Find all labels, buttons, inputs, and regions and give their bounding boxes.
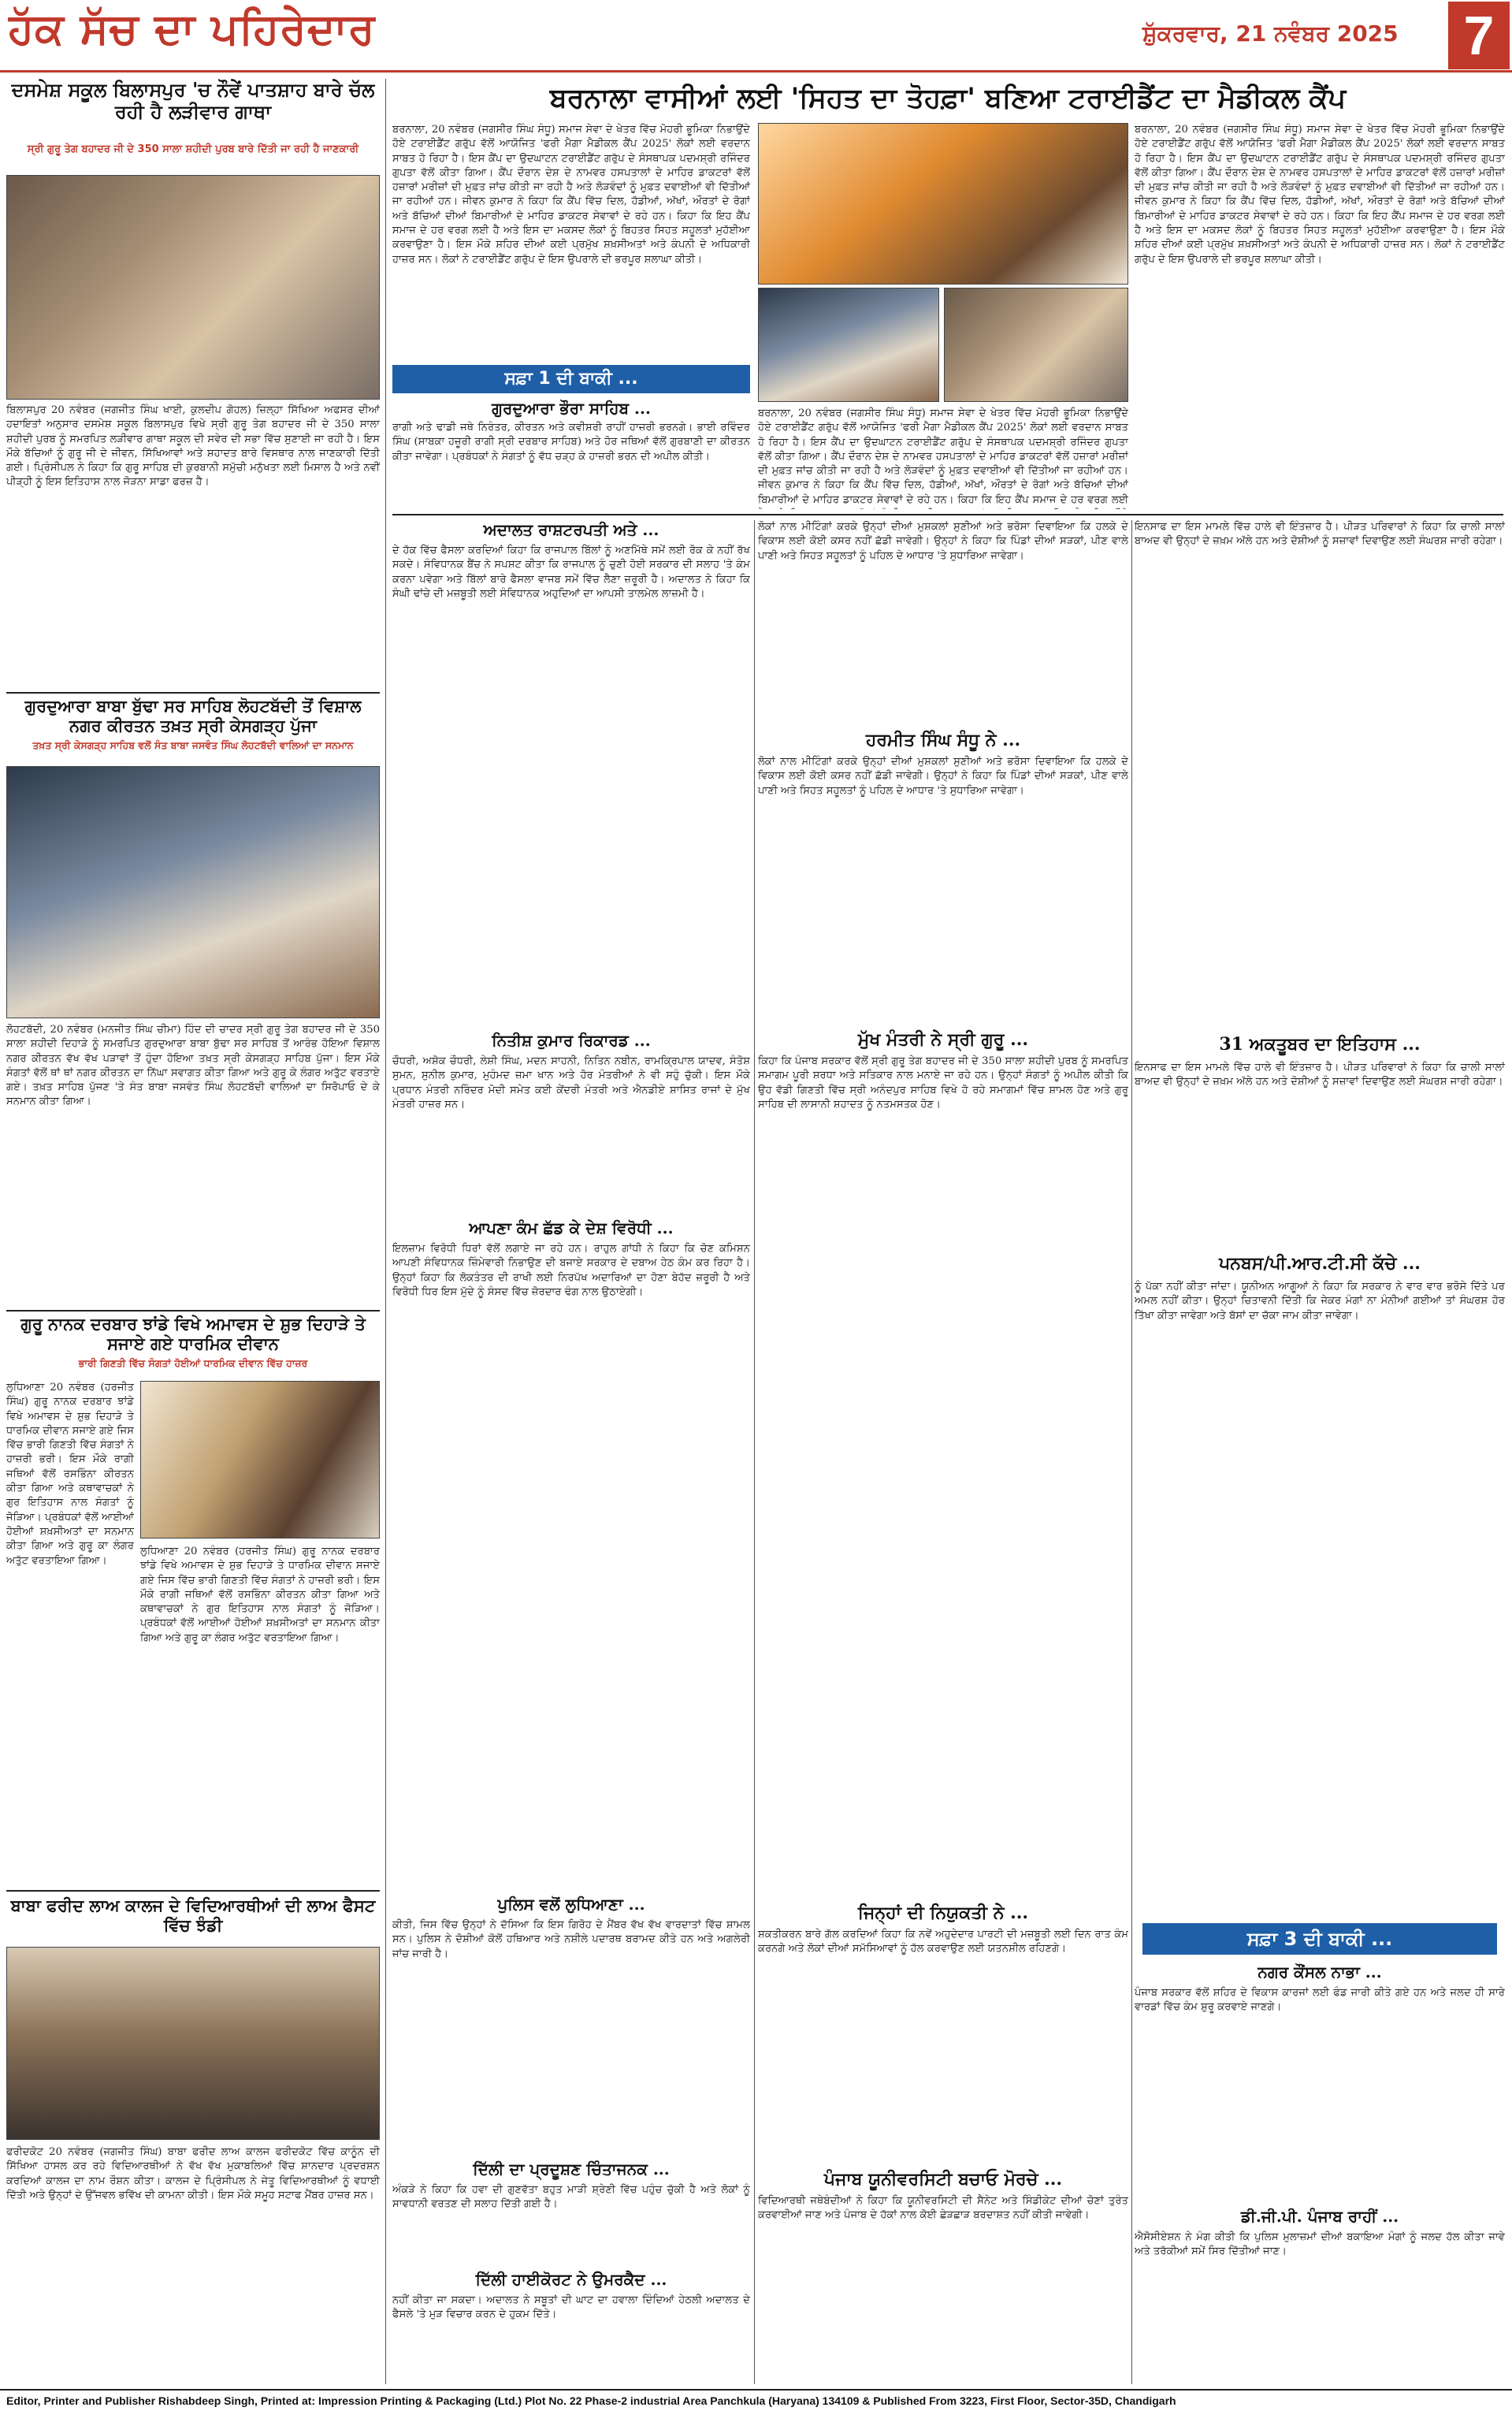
divider	[6, 692, 380, 694]
page1-section-body: ਨਹੀਂ ਕੀਤਾ ਜਾ ਸਕਦਾ। ਅਦਾਲਤ ਨੇ ਸਬੂਤਾਂ ਦੀ ਘਾਟ ਦਾ ਹਵਾਲਾ ਦਿੰਦਿਆਂ ਹੇਠਲੀ ਅਦਾਲਤ ਦੇ ਫੈਸਲੇ 'ਤੇ ਮੁੜ ਵਿਚਾਰ ਕਰਨ ਦੇ ਹੁਕਮ ਦਿੱਤੇ।	[392, 2294, 750, 2321]
nagar-kirtan-photo	[6, 766, 380, 1018]
school-assembly-photo	[6, 175, 380, 400]
page3-section-title: ਡੀ.ਜੀ.ਪੀ. ਪੰਜਾਬ ਰਾਹੀਂ ...	[1240, 2207, 1399, 2226]
middle-section-body: ਲੋਕਾਂ ਨਾਲ ਮੀਟਿੰਗਾਂ ਕਰਕੇ ਉਨ੍ਹਾਂ ਦੀਆਂ ਮੁਸ਼ਕਲਾਂ ਸੁਣੀਆਂ ਅਤੇ ਭਰੋਸਾ ਦਿਵਾਇਆ ਕਿ ਹਲਕੇ ਦੇ ਵਿਕਾਸ ਲਈ ਕੋਈ ਕਸਰ ਨਹੀਂ ਛੱਡੀ ਜਾਵੇਗੀ। ਉਨ੍ਹਾਂ ਨੇ ਕਿਹਾ ਕਿ ਪਿੰਡਾਂ ਦੀਆਂ ਸੜਕਾਂ, ਪੀਣ ਵਾਲੇ ਪਾਣੀ ਅਤੇ ਸਿਹਤ ਸਹੂਲਤਾਂ ਨੂੰ ਪਹਿਲ ਦੇ ਆਧਾਰ 'ਤੇ ਸੁਧਾਰਿਆ ਜਾਵੇਗਾ।	[758, 756, 1128, 797]
middle-section-body: ਕਿਹਾ ਕਿ ਪੰਜਾਬ ਸਰਕਾਰ ਵੱਲੋਂ ਸ੍ਰੀ ਗੁਰੂ ਤੇਗ ਬਹਾਦਰ ਜੀ ਦੇ 350 ਸਾਲਾ ਸ਼ਹੀਦੀ ਪੁਰਬ ਨੂੰ ਸਮਰਪਿਤ ਸਮਾਗਮ ਪੂਰੀ ਸ਼ਰਧਾ ਅਤੇ ਸਤਿਕਾਰ ਨਾਲ ਮਨਾਏ ਜਾ ਰਹੇ ਹਨ। ਉਨ੍ਹਾਂ ਸੰਗਤਾਂ ਨੂੰ ਅਪੀਲ ਕੀਤੀ ਕਿ ਉਹ ਵੱਡੀ ਗਿਣਤੀ ਵਿੱਚ ਸ੍ਰੀ ਅਨੰਦਪੁਰ ਸਾਹਿਬ ਵਿਖੇ ਹੋ ਰਹੇ ਸਮਾਗਮਾਂ ਵਿੱਚ ਸ਼ਾਮਲ ਹੋਣ ਅਤੇ ਗੁਰੂ ਸਾਹਿਬ ਦੀ ਲਾਸਾਨੀ ਸ਼ਹਾਦਤ ਨੂੰ ਨਤਮਸਤਕ ਹੋਣ।	[758, 1055, 1128, 1111]
middle-section-title: ਪੰਜਾਬ ਯੂਨੀਵਰਸਿਟੀ ਬਚਾਓ ਮੋਰਚੇ ...	[823, 2169, 1063, 2190]
page3-continued-banner: ਸਫ਼ਾ 3 ਦੀ ਬਾਕੀ ...	[1142, 1923, 1497, 1955]
page1-section-title: ਅਦਾਲਤ ਰਾਸ਼ਟਰਪਤੀ ਅਤੇ ...	[483, 520, 659, 539]
left-story-1-subhead: ਸ੍ਰੀ ਗੁਰੂ ਤੇਗ ਬਹਾਦਰ ਜੀ ਦੇ 350 ਸਾਲਾ ਸ਼ਹੀਦੀ ਪੁਰਬ ਬਾਰੇ ਦਿੱਤੀ ਜਾ ਰਹੀ ਹੈ ਜਾਣਕਾਰੀ	[27, 143, 359, 155]
left-story-2-subhead: ਤਖ਼ਤ ਸ੍ਰੀ ਕੇਸਗੜ੍ਹ ਸਾਹਿਬ ਵਲੋਂ ਸੰਤ ਬਾਬਾ ਜਸਵੰਤ ਸਿੰਘ ਲੋਹਟਬੱਦੀ ਵਾਲਿਆਂ ਦਾ ਸਨਮਾਨ	[32, 739, 354, 751]
page-number: 7	[1448, 2, 1510, 69]
page1-section-title: ਨਿਤੀਸ਼ ਕੁਮਾਰ ਰਿਕਾਰਡ ...	[492, 1031, 651, 1050]
medical-camp-photo-3	[944, 288, 1128, 402]
lead-headline: ਬਰਨਾਲਾ ਵਾਸੀਆਂ ਲਈ 'ਸਿਹਤ ਦਾ ਤੋਹਫ਼ਾ' ਬਣਿਆ ਟਰਾਈਡੈਂਟ ਦਾ ਮੈਡੀਕਲ ਕੈਂਪ	[549, 82, 1347, 114]
page3-section-body: ਐਸੋਸੀਏਸ਼ਨ ਨੇ ਮੰਗ ਕੀਤੀ ਕਿ ਪੁਲਿਸ ਮੁਲਾਜ਼ਮਾਂ ਦੀਆਂ ਬਕਾਇਆ ਮੰਗਾਂ ਨੂੰ ਜਲਦ ਹੱਲ ਕੀਤਾ ਜਾਵੇ ਅਤੇ ਤਰੱਕੀਆਂ ਸਮੇਂ ਸਿਰ ਦਿੱਤੀਆਂ ਜਾਣ।	[1135, 2231, 1505, 2258]
middle-section-title: ਹਰਮੀਤ ਸਿੰਘ ਸੰਧੂ ਨੇ ...	[865, 730, 1021, 750]
divider	[6, 1310, 380, 1312]
left-story-1-body: ਬਿਲਾਸਪੁਰ 20 ਨਵੰਬਰ (ਜਗਜੀਤ ਸਿੰਘ ਖਾਈ, ਕੁਲਦੀਪ ਗੋਹਲ) ਜ਼ਿਲ੍ਹਾ ਸਿੱਖਿਆ ਅਫਸਰ ਦੀਆਂ ਹਦਾਇਤਾਂ ਅਨੁਸਾਰ ਦਸਮੇਸ਼ ਸਕੂਲ ਬਿਲਾਸਪੁਰ ਵਿਖੇ ਸ੍ਰੀ ਗੁਰੂ ਤੇਗ ਬਹਾਦਰ ਜੀ ਦੇ 350 ਸਾਲਾ ਸ਼ਹੀਦੀ ਪੁਰਬ ਨੂੰ ਸਮਰਪਿਤ ਲੜੀਵਾਰ ਗਾਥਾ ਸਕੂਲ ਦੀ ਸਵੇਰ ਦੀ ਸਭਾ ਵਿੱਚ ਸੁਣਾਈ ਜਾ ਰਹੀ ਹੈ। ਇਸ ਮੌਕੇ ਬੱਚਿਆਂ ਨੂੰ ਗੁਰੂ ਜੀ ਦੇ ਜੀਵਨ, ਸਿੱਖਿਆਵਾਂ ਅਤੇ ਸ਼ਹਾਦਤ ਬਾਰੇ ਵਿਸਥਾਰ ਨਾਲ ਜਾਣਕਾਰੀ ਦਿੱਤੀ ਗਈ। ਪ੍ਰਿੰਸੀਪਲ ਨੇ ਕਿਹਾ ਕਿ ਗੁਰੂ ਸਾਹਿਬ ਦੀ ਕੁਰਬਾਨੀ ਸਮੁੱਚੀ ਮਨੁੱਖਤਾ ਲਈ ਮਿਸਾਲ ਹੈ ਅਤੇ ਨਵੀਂ ਪੀੜ੍ਹੀ ਨੂੰ ਇਸ ਇਤਿਹਾਸ ਨਾਲ ਜੋੜਨਾ ਸਾਡਾ ਫਰਜ਼ ਹੈ।	[6, 404, 380, 489]
masthead	[0, 0, 1512, 73]
page1-section-body: ਅੰਕੜੇ ਨੇ ਕਿਹਾ ਕਿ ਹਵਾ ਦੀ ਗੁਣਵੱਤਾ ਬਹੁਤ ਮਾੜੀ ਸ਼੍ਰੇਣੀ ਵਿੱਚ ਪਹੁੰਚ ਚੁੱਕੀ ਹੈ ਅਤੇ ਲੋਕਾਂ ਨੂੰ ਸਾਵਧਾਨੀ ਵਰਤਣ ਦੀ ਸਲਾਹ ਦਿੱਤੀ ਗਈ ਹੈ।	[392, 2184, 750, 2211]
lead-body-col3: ਬਰਨਾਲਾ, 20 ਨਵੰਬਰ (ਜਗਸੀਰ ਸਿੰਘ ਸੰਧੂ) ਸਮਾਜ ਸੇਵਾ ਦੇ ਖੇਤਰ ਵਿੱਚ ਮੋਹਰੀ ਭੂਮਿਕਾ ਨਿਭਾਉਂਦੇ ਹੋਏ ਟਰਾਈਡੈਂਟ ਗਰੁੱਪ ਵੱਲੋਂ ਆਯੋਜਿਤ 'ਫਰੀ ਮੈਗਾ ਮੈਡੀਕਲ ਕੈਂਪ 2025' ਲੋਕਾਂ ਲਈ ਵਰਦਾਨ ਸਾਬਤ ਹੋ ਰਿਹਾ ਹੈ। ਇਸ ਕੈਂਪ ਦਾ ਉਦਘਾਟਨ ਟਰਾਈਡੈਂਟ ਗਰੁੱਪ ਦੇ ਸੰਸਥਾਪਕ ਪਦਮਸ਼੍ਰੀ ਰਜਿੰਦਰ ਗੁਪਤਾ ਵੱਲੋਂ ਕੀਤਾ ਗਿਆ। ਕੈਂਪ ਦੌਰਾਨ ਦੇਸ਼ ਦੇ ਨਾਮਵਰ ਹਸਪਤਾਲਾਂ ਦੇ ਮਾਹਿਰ ਡਾਕਟਰਾਂ ਵੱਲੋਂ ਹਜ਼ਾਰਾਂ ਮਰੀਜ਼ਾਂ ਦੀ ਮੁਫ਼ਤ ਜਾਂਚ ਕੀਤੀ ਜਾ ਰਹੀ ਹੈ ਅਤੇ ਲੋੜਵੰਦਾਂ ਨੂੰ ਮੁਫ਼ਤ ਦਵਾਈਆਂ ਵੀ ਦਿੱਤੀਆਂ ਜਾ ਰਹੀਆਂ ਹਨ। ਜੀਵਨ ਕੁਮਾਰ ਨੇ ਕਿਹਾ ਕਿ ਕੈਂਪ ਵਿੱਚ ਦਿਲ, ਹੱਡੀਆਂ, ਅੱਖਾਂ, ਔਰਤਾਂ ਦੇ ਰੋਗਾਂ ਅਤੇ ਬੱਚਿਆਂ ਦੀਆਂ ਬਿਮਾਰੀਆਂ ਦੇ ਮਾਹਿਰ ਡਾਕਟਰ ਸੇਵਾਵਾਂ ਦੇ ਰਹੇ ਹਨ। ਕਿਹਾ ਕਿ ਇਹ ਕੈਂਪ ਸਮਾਜ ਦੇ ਹਰ ਵਰਗ ਲਈ ਹੈ ਅਤੇ ਇਸ ਦਾ ਮਕਸਦ ਲੋਕਾਂ ਨੂੰ ਬਿਹਤਰ ਸਿਹਤ ਸਹੂਲਤਾਂ ਮੁਹੱਈਆ ਕਰਵਾਉਣਾ ਹੈ। ਇਸ ਮੌਕੇ ਸ਼ਹਿਰ ਦੀਆਂ ਕਈ ਪ੍ਰਮੁੱਖ ਸ਼ਖ਼ਸੀਅਤਾਂ ਅਤੇ ਕੰਪਨੀ ਦੇ ਅਧਿਕਾਰੀ ਹਾਜ਼ਰ ਸਨ। ਲੋਕਾਂ ਨੇ ਟਰਾਈਡੈਂਟ ਗਰੁੱਪ ਦੇ ਇਸ ਉਪਰਾਲੇ ਦੀ ਭਰਪੂਰ ਸ਼ਲਾਘਾ ਕੀਤੀ।	[1135, 124, 1505, 266]
lead-body: ਬਰਨਾਲਾ, 20 ਨਵੰਬਰ (ਜਗਸੀਰ ਸਿੰਘ ਸੰਧੂ) ਸਮਾਜ ਸੇਵਾ ਦੇ ਖੇਤਰ ਵਿੱਚ ਮੋਹਰੀ ਭੂਮਿਕਾ ਨਿਭਾਉਂਦੇ ਹੋਏ ਟਰਾਈਡੈਂਟ ਗਰੁੱਪ ਵੱਲੋਂ ਆਯੋਜਿਤ 'ਫਰੀ ਮੈਗਾ ਮੈਡੀਕਲ ਕੈਂਪ 2025' ਲੋਕਾਂ ਲਈ ਵਰਦਾਨ ਸਾਬਤ ਹੋ ਰਿਹਾ ਹੈ। ਇਸ ਕੈਂਪ ਦਾ ਉਦਘਾਟਨ ਟਰਾਈਡੈਂਟ ਗਰੁੱਪ ਦੇ ਸੰਸਥਾਪਕ ਪਦਮਸ਼੍ਰੀ ਰਜਿੰਦਰ ਗੁਪਤਾ ਵੱਲੋਂ ਕੀਤਾ ਗਿਆ। ਕੈਂਪ ਦੌਰਾਨ ਦੇਸ਼ ਦੇ ਨਾਮਵਰ ਹਸਪਤਾਲਾਂ ਦੇ ਮਾਹਿਰ ਡਾਕਟਰਾਂ ਵੱਲੋਂ ਹਜ਼ਾਰਾਂ ਮਰੀਜ਼ਾਂ ਦੀ ਮੁਫ਼ਤ ਜਾਂਚ ਕੀਤੀ ਜਾ ਰਹੀ ਹੈ ਅਤੇ ਲੋੜਵੰਦਾਂ ਨੂੰ ਮੁਫ਼ਤ ਦਵਾਈਆਂ ਵੀ ਦਿੱਤੀਆਂ ਜਾ ਰਹੀਆਂ ਹਨ। ਜੀਵਨ ਕੁਮਾਰ ਨੇ ਕਿਹਾ ਕਿ ਕੈਂਪ ਵਿੱਚ ਦਿਲ, ਹੱਡੀਆਂ, ਅੱਖਾਂ, ਔਰਤਾਂ ਦੇ ਰੋਗਾਂ ਅਤੇ ਬੱਚਿਆਂ ਦੀਆਂ ਬਿਮਾਰੀਆਂ ਦੇ ਮਾਹਿਰ ਡਾਕਟਰ ਸੇਵਾਵਾਂ ਦੇ ਰਹੇ ਹਨ। ਕਿਹਾ ਕਿ ਇਹ ਕੈਂਪ ਸਮਾਜ ਦੇ ਹਰ ਵਰਗ ਲਈ ਹੈ ਅਤੇ ਇਸ ਦਾ ਮਕਸਦ ਲੋਕਾਂ ਨੂੰ ਬਿਹਤਰ ਸਿਹਤ ਸਹੂਲਤਾਂ ਮੁਹੱਈਆ ਕਰਵਾਉਣਾ ਹੈ। ਇਸ ਮੌਕੇ ਸ਼ਹਿਰ ਦੀਆਂ ਕਈ ਪ੍ਰਮੁੱਖ ਸ਼ਖ਼ਸੀਅਤਾਂ ਅਤੇ ਕੰਪਨੀ ਦੇ ਅਧਿਕਾਰੀ ਹਾਜ਼ਰ ਸਨ। ਲੋਕਾਂ ਨੇ ਟਰਾਈਡੈਂਟ ਗਰੁੱਪ ਦੇ ਇਸ ਉਪਰਾਲੇ ਦੀ ਭਰਪੂਰ ਸ਼ਲਾਘਾ ਕੀਤੀ।	[392, 124, 750, 266]
column-divider	[385, 79, 386, 2384]
right-section-body: ਇਨਸਾਫ ਦਾ ਇਸ ਮਾਮਲੇ ਵਿੱਚ ਹਾਲੇ ਵੀ ਇੰਤਜ਼ਾਰ ਹੈ। ਪੀੜਤ ਪਰਿਵਾਰਾਂ ਨੇ ਕਿਹਾ ਕਿ ਚਾਲੀ ਸਾਲਾਂ ਬਾਅਦ ਵੀ ਉਨ੍ਹਾਂ ਦੇ ਜ਼ਖ਼ਮ ਅੱਲੇ ਹਨ ਅਤੇ ਦੋਸ਼ੀਆਂ ਨੂੰ ਸਜ਼ਾਵਾਂ ਦਿਵਾਉਣ ਲਈ ਸੰਘਰਸ਼ ਜਾਰੀ ਰਹੇਗਾ।	[1135, 1062, 1505, 1088]
middle-section-title: ਜਿਨ੍ਹਾਂ ਦੀ ਨਿਯੁਕਤੀ ਨੇ ...	[857, 1903, 1029, 1923]
medical-camp-photo-1	[758, 123, 1128, 285]
page3-section-body: ਪੰਜਾਬ ਸਰਕਾਰ ਵੱਲੋਂ ਸ਼ਹਿਰ ਦੇ ਵਿਕਾਸ ਕਾਰਜਾਂ ਲਈ ਫੰਡ ਜਾਰੀ ਕੀਤੇ ਗਏ ਹਨ ਅਤੇ ਜਲਦ ਹੀ ਸਾਰੇ ਵਾਰਡਾਂ ਵਿੱਚ ਕੰਮ ਸ਼ੁਰੂ ਕਰਵਾਏ ਜਾਣਗੇ।	[1135, 1987, 1505, 2014]
page1-section-body: ਇਲਜ਼ਾਮ ਵਿਰੋਧੀ ਧਿਰਾਂ ਵੱਲੋਂ ਲਗਾਏ ਜਾ ਰਹੇ ਹਨ। ਰਾਹੁਲ ਗਾਂਧੀ ਨੇ ਕਿਹਾ ਕਿ ਚੋਣ ਕਮਿਸ਼ਨ ਆਪਣੀ ਸੰਵਿਧਾਨਕ ਜ਼ਿੰਮੇਵਾਰੀ ਨਿਭਾਉਣ ਦੀ ਬਜਾਏ ਸਰਕਾਰ ਦੇ ਦਬਾਅ ਹੇਠ ਕੰਮ ਕਰ ਰਿਹਾ ਹੈ। ਉਨ੍ਹਾਂ ਕਿਹਾ ਕਿ ਲੋਕਤੰਤਰ ਦੀ ਰਾਖੀ ਲਈ ਨਿਰਪੱਖ ਅਦਾਰਿਆਂ ਦਾ ਹੋਣਾ ਬੇਹੱਦ ਜ਼ਰੂਰੀ ਹੈ ਅਤੇ ਵਿਰੋਧੀ ਧਿਰ ਇਸ ਮੁੱਦੇ ਨੂੰ ਸੰਸਦ ਵਿੱਚ ਜ਼ੋਰਦਾਰ ਢੰਗ ਨਾਲ ਉਠਾਏਗੀ।	[392, 1243, 750, 1298]
page1-continued-banner: ਸਫ਼ਾ 1 ਦੀ ਬਾਕੀ ...	[392, 365, 750, 393]
page3-section-title: ਨਗਰ ਕੌਂਸਲ ਨਾਭਾ ...	[1258, 1963, 1382, 1981]
page1-section-body: ਦੇ ਹੱਕ ਵਿੱਚ ਫੈਸਲਾ ਕਰਦਿਆਂ ਕਿਹਾ ਕਿ ਰਾਜਪਾਲ ਬਿੱਲਾਂ ਨੂੰ ਅਣਮਿੱਥੇ ਸਮੇਂ ਲਈ ਰੋਕ ਕੇ ਨਹੀਂ ਰੱਖ ਸਕਦੇ। ਸੰਵਿਧਾਨਕ ਬੈਂਚ ਨੇ ਸਪਸ਼ਟ ਕੀਤਾ ਕਿ ਰਾਜਪਾਲ ਨੂੰ ਚੁਣੀ ਹੋਈ ਸਰਕਾਰ ਦੀ ਸਲਾਹ 'ਤੇ ਕੰਮ ਕਰਨਾ ਪਵੇਗਾ ਅਤੇ ਬਿੱਲਾਂ ਬਾਰੇ ਫੈਸਲਾ ਵਾਜਬ ਸਮੇਂ ਵਿੱਚ ਲੈਣਾ ਜ਼ਰੂਰੀ ਹੈ। ਅਦਾਲਤ ਨੇ ਕਿਹਾ ਕਿ ਸੰਘੀ ਢਾਂਚੇ ਦੀ ਮਜ਼ਬੂਤੀ ਲਈ ਸੰਵਿਧਾਨਕ ਅਹੁਦਿਆਂ ਦਾ ਆਪਸੀ ਤਾਲਮੇਲ ਲਾਜ਼ਮੀ ਹੈ।	[392, 545, 750, 600]
newspaper-logo: ਹੱਕ ਸੱਚ ਦਾ ਪਹਿਰੇਦਾਰ	[8, 3, 376, 54]
divider	[392, 514, 1503, 515]
left-story-3-headline: ਗੁਰੂ ਨਾਨਕ ਦਰਬਾਰ ਝਾਂਡੇ ਵਿਖੇ ਅਮਾਵਸ ਦੇ ਸ਼ੁਭ ਦਿਹਾੜੇ ਤੇ ਸਜਾਏ ਗਏ ਧਾਰਮਿਕ ਦੀਵਾਨ	[20, 1314, 366, 1353]
middle-section-title: ਮੁੱਖ ਮੰਤਰੀ ਨੇ ਸ੍ਰੀ ਗੁਰੂ ...	[857, 1029, 1029, 1050]
right-section-body: ਨੂੰ ਪੱਕਾ ਨਹੀਂ ਕੀਤਾ ਜਾਂਦਾ। ਯੂਨੀਅਨ ਆਗੂਆਂ ਨੇ ਕਿਹਾ ਕਿ ਸਰਕਾਰ ਨੇ ਵਾਰ ਵਾਰ ਭਰੋਸੇ ਦਿੱਤੇ ਪਰ ਅਮਲ ਨਹੀਂ ਕੀਤਾ। ਉਨ੍ਹਾਂ ਚਿਤਾਵਨੀ ਦਿੱਤੀ ਕਿ ਜੇਕਰ ਮੰਗਾਂ ਨਾ ਮੰਨੀਆਂ ਗਈਆਂ ਤਾਂ ਸੰਘਰਸ਼ ਹੋਰ ਤਿੱਖਾ ਕੀਤਾ ਜਾਵੇਗਾ ਅਤੇ ਬੱਸਾਂ ਦਾ ਚੱਕਾ ਜਾਮ ਕੀਤਾ ਜਾਵੇਗਾ।	[1135, 1281, 1505, 1322]
page1-section-title: ਆਪਣਾ ਕੰਮ ਛੱਡ ਕੇ ਦੇਸ਼ ਵਿਰੋਧੀ ...	[469, 1219, 674, 1237]
page1-section-body: ਰਾਗੀ ਅਤੇ ਢਾਡੀ ਜਥੇ ਨਿਰੰਤਰ, ਕੀਰਤਨ ਅਤੇ ਕਵੀਸ਼ਰੀ ਰਾਹੀਂ ਹਾਜ਼ਰੀ ਭਰਨਗੇ। ਭਾਈ ਰਵਿੰਦਰ ਸਿੰਘ (ਸਾਬਕਾ ਹਜ਼ੂਰੀ ਰਾਗੀ ਸ੍ਰੀ ਦਰਬਾਰ ਸਾਹਿਬ) ਅਤੇ ਹੋਰ ਜਥਿਆਂ ਵੱਲੋਂ ਗੁਰਬਾਣੀ ਦਾ ਕੀਰਤਨ ਕੀਤਾ ਜਾਵੇਗਾ। ਪ੍ਰਬੰਧਕਾਂ ਨੇ ਸੰਗਤਾਂ ਨੂੰ ਵੱਧ ਚੜ੍ਹ ਕੇ ਹਾਜ਼ਰੀ ਭਰਨ ਦੀ ਅਪੀਲ ਕੀਤੀ।	[392, 422, 750, 463]
left-story-4-headline: ਬਾਬਾ ਫਰੀਦ ਲਾਅ ਕਾਲਜ ਦੇ ਵਿਦਿਆਰਥੀਆਂ ਦੀ ਲਾਅ ਫੈਸਟ ਵਿੱਚ ਝੰਡੀ	[10, 1896, 376, 1935]
issue-date: ਸ਼ੁੱਕਰਵਾਰ, 21 ਨਵੰਬਰ 2025	[1142, 20, 1399, 47]
divider	[6, 1890, 380, 1892]
imprint-footer: Editor, Printer and Publisher Rishabdeep Singh, Printed at: Impression Printing & Packaging (Ltd.) Plot No. 22 Phase-2 industrial Area Panchkula (Haryana) 134109 & Published From 3223, First Floor, Sector-35D, Chandigarh	[0, 2389, 1512, 2411]
page1-section-body: ਚੌਧਰੀ, ਅਸ਼ੋਕ ਚੌਧਰੀ, ਲੇਸ਼ੀ ਸਿੰਘ, ਮਦਨ ਸਾਹਨੀ, ਨਿਤਿਨ ਨਬੀਨ, ਰਾਮਕ੍ਰਿਪਾਲ ਯਾਦਵ, ਸੰਤੋਸ਼ ਸੁਮਨ, ਸੁਨੀਲ ਕੁਮਾਰ, ਮੁਹੰਮਦ ਜ਼ਮਾ ਖਾਨ ਅਤੇ ਹੋਰ ਮੰਤਰੀਆਂ ਨੇ ਵੀ ਸਹੁੰ ਚੁੱਕੀ। ਇਸ ਮੌਕੇ ਪ੍ਰਧਾਨ ਮੰਤਰੀ ਨਰਿੰਦਰ ਮੋਦੀ ਸਮੇਤ ਕਈ ਕੇਂਦਰੀ ਮੰਤਰੀ ਅਤੇ ਐਨਡੀਏ ਸ਼ਾਸਿਤ ਰਾਜਾਂ ਦੇ ਮੁੱਖ ਮੰਤਰੀ ਹਾਜ਼ਰ ਸਨ।	[392, 1055, 750, 1111]
right-section-title: 31 ਅਕਤੂਬਰ ਦਾ ਇਤਿਹਾਸ ...	[1219, 1034, 1421, 1055]
left-story-2-headline: ਗੁਰਦੁਆਰਾ ਬਾਬਾ ਬੁੱਢਾ ਸਰ ਸਾਹਿਬ ਲੋਹਟਬੱਦੀ ਤੋਂ ਵਿਸ਼ਾਲ ਨਗਰ ਕੀਰਤਨ ਤਖ਼ਤ ਸ੍ਰੀ ਕੇਸਗੜ੍ਹ ਪੁੱਜਾ	[24, 696, 362, 735]
left-story-3-subhead: ਭਾਰੀ ਗਿਣਤੀ ਵਿੱਚ ਸੰਗਤਾਂ ਹੋਈਆਂ ਧਾਰਮਿਕ ਦੀਵਾਨ ਵਿੱਚ ਹਾਜ਼ਰ	[78, 1357, 308, 1369]
right-section-title: ਪਨਬਸ/ਪੀ.ਆਰ.ਟੀ.ਸੀ ਕੱਚੇ ...	[1219, 1253, 1421, 1274]
medical-camp-photo-2	[758, 288, 939, 402]
right-body: ਇਨਸਾਫ ਦਾ ਇਸ ਮਾਮਲੇ ਵਿੱਚ ਹਾਲੇ ਵੀ ਇੰਤਜ਼ਾਰ ਹੈ। ਪੀੜਤ ਪਰਿਵਾਰਾਂ ਨੇ ਕਿਹਾ ਕਿ ਚਾਲੀ ਸਾਲਾਂ ਬਾਅਦ ਵੀ ਉਨ੍ਹਾਂ ਦੇ ਜ਼ਖ਼ਮ ਅੱਲੇ ਹਨ ਅਤੇ ਦੋਸ਼ੀਆਂ ਨੂੰ ਸਜ਼ਾਵਾਂ ਦਿਵਾਉਣ ਲਈ ਸੰਘਰਸ਼ ਜਾਰੀ ਰਹੇਗਾ।	[1135, 521, 1505, 548]
page1-section-title: ਦਿੱਲੀ ਦਾ ਪ੍ਰਦੂਸ਼ਣ ਚਿੰਤਾਜਨਕ ...	[473, 2160, 670, 2178]
middle-body: ਲੋਕਾਂ ਨਾਲ ਮੀਟਿੰਗਾਂ ਕਰਕੇ ਉਨ੍ਹਾਂ ਦੀਆਂ ਮੁਸ਼ਕਲਾਂ ਸੁਣੀਆਂ ਅਤੇ ਭਰੋਸਾ ਦਿਵਾਇਆ ਕਿ ਹਲਕੇ ਦੇ ਵਿਕਾਸ ਲਈ ਕੋਈ ਕਸਰ ਨਹੀਂ ਛੱਡੀ ਜਾਵੇਗੀ। ਉਨ੍ਹਾਂ ਨੇ ਕਿਹਾ ਕਿ ਪਿੰਡਾਂ ਦੀਆਂ ਸੜਕਾਂ, ਪੀਣ ਵਾਲੇ ਪਾਣੀ ਅਤੇ ਸਿਹਤ ਸਹੂਲਤਾਂ ਨੂੰ ਪਹਿਲ ਦੇ ਆਧਾਰ 'ਤੇ ਸੁਧਾਰਿਆ ਜਾਵੇਗਾ।	[758, 521, 1128, 562]
column-divider	[1131, 520, 1132, 2384]
page1-section-body: ਕੀਤੀ, ਜਿਸ ਵਿੱਚ ਉਨ੍ਹਾਂ ਨੇ ਦੱਸਿਆ ਕਿ ਇਸ ਗਿਰੋਹ ਦੇ ਮੈਂਬਰ ਵੱਖ ਵੱਖ ਵਾਰਦਾਤਾਂ ਵਿੱਚ ਸ਼ਾਮਲ ਸਨ। ਪੁਲਿਸ ਨੇ ਦੋਸ਼ੀਆਂ ਕੋਲੋਂ ਹਥਿਆਰ ਅਤੇ ਨਸ਼ੀਲੇ ਪਦਾਰਥ ਬਰਾਮਦ ਕੀਤੇ ਹਨ ਅਤੇ ਅਗਲੇਰੀ ਜਾਂਚ ਜਾਰੀ ਹੈ।	[392, 1919, 750, 1960]
left-story-4-body: ਫਰੀਦਕੋਟ 20 ਨਵੰਬਰ (ਜਗਜੀਤ ਸਿੰਘ) ਬਾਬਾ ਫਰੀਦ ਲਾਅ ਕਾਲਜ ਫਰੀਦਕੋਟ ਵਿੱਚ ਕਾਨੂੰਨ ਦੀ ਸਿੱਖਿਆ ਹਾਸਲ ਕਰ ਰਹੇ ਵਿਦਿਆਰਥੀਆਂ ਨੇ ਵੱਖ ਵੱਖ ਮੁਕਾਬਲਿਆਂ ਵਿੱਚ ਸ਼ਾਨਦਾਰ ਪ੍ਰਦਰਸ਼ਨ ਕਰਦਿਆਂ ਕਾਲਜ ਦਾ ਨਾਮ ਰੌਸ਼ਨ ਕੀਤਾ। ਕਾਲਜ ਦੇ ਪ੍ਰਿੰਸੀਪਲ ਨੇ ਜੇਤੂ ਵਿਦਿਆਰਥੀਆਂ ਨੂੰ ਵਧਾਈ ਦਿੱਤੀ ਅਤੇ ਉਨ੍ਹਾਂ ਦੇ ਉੱਜਵਲ ਭਵਿੱਖ ਦੀ ਕਾਮਨਾ ਕੀਤੀ। ਇਸ ਮੌਕੇ ਸਮੂਹ ਸਟਾਫ ਮੈਂਬਰ ਹਾਜ਼ਰ ਸਨ।	[6, 2146, 380, 2201]
left-story-3-body: ਲੁਧਿਆਣਾ 20 ਨਵੰਬਰ (ਹਰਜੀਤ ਸਿੰਘ) ਗੁਰੂ ਨਾਨਕ ਦਰਬਾਰ ਝਾਂਡੇ ਵਿਖੇ ਅਮਾਵਸ ਦੇ ਸ਼ੁਭ ਦਿਹਾੜੇ ਤੇ ਧਾਰਮਿਕ ਦੀਵਾਨ ਸਜਾਏ ਗਏ ਜਿਸ ਵਿੱਚ ਭਾਰੀ ਗਿਣਤੀ ਵਿੱਚ ਸੰਗਤਾਂ ਨੇ ਹਾਜ਼ਰੀ ਭਰੀ। ਇਸ ਮੌਕੇ ਰਾਗੀ ਜਥਿਆਂ ਵੱਲੋਂ ਰਸਭਿੰਨਾ ਕੀਰਤਨ ਕੀਤਾ ਗਿਆ ਅਤੇ ਕਥਾਵਾਚਕਾਂ ਨੇ ਗੁਰ ਇਤਿਹਾਸ ਨਾਲ ਸੰਗਤਾਂ ਨੂੰ ਜੋੜਿਆ। ਪ੍ਰਬੰਧਕਾਂ ਵੱਲੋਂ ਆਈਆਂ ਹੋਈਆਂ ਸ਼ਖ਼ਸੀਅਤਾਂ ਦਾ ਸਨਮਾਨ ਕੀਤਾ ਗਿਆ ਅਤੇ ਗੁਰੂ ਕਾ ਲੰਗਰ ਅਤੁੱਟ ਵਰਤਾਇਆ ਗਿਆ।	[6, 1382, 134, 1567]
left-story-1-headline: ਦਸਮੇਸ਼ ਸਕੂਲ ਬਿਲਾਸਪੁਰ 'ਚ ਨੌਵੇਂ ਪਾਤਸ਼ਾਹ ਬਾਰੇ ਚੱਲ ਰਹੀ ਹੈ ਲੜੀਵਾਰ ਗਾਥਾ	[11, 78, 375, 124]
page1-section-title: ਦਿੱਲੀ ਹਾਈਕੋਰਟ ਨੇ ਉਮਰਕੈਦ ...	[475, 2270, 667, 2289]
lead-body-cont: ਬਰਨਾਲਾ, 20 ਨਵੰਬਰ (ਜਗਸੀਰ ਸਿੰਘ ਸੰਧੂ) ਸਮਾਜ ਸੇਵਾ ਦੇ ਖੇਤਰ ਵਿੱਚ ਮੋਹਰੀ ਭੂਮਿਕਾ ਨਿਭਾਉਂਦੇ ਹੋਏ ਟਰਾਈਡੈਂਟ ਗਰੁੱਪ ਵੱਲੋਂ ਆਯੋਜਿਤ 'ਫਰੀ ਮੈਗਾ ਮੈਡੀਕਲ ਕੈਂਪ 2025' ਲੋਕਾਂ ਲਈ ਵਰਦਾਨ ਸਾਬਤ ਹੋ ਰਿਹਾ ਹੈ। ਇਸ ਕੈਂਪ ਦਾ ਉਦਘਾਟਨ ਟਰਾਈਡੈਂਟ ਗਰੁੱਪ ਦੇ ਸੰਸਥਾਪਕ ਪਦਮਸ਼੍ਰੀ ਰਜਿੰਦਰ ਗੁਪਤਾ ਵੱਲੋਂ ਕੀਤਾ ਗਿਆ। ਕੈਂਪ ਦੌਰਾਨ ਦੇਸ਼ ਦੇ ਨਾਮਵਰ ਹਸਪਤਾਲਾਂ ਦੇ ਮਾਹਿਰ ਡਾਕਟਰਾਂ ਵੱਲੋਂ ਹਜ਼ਾਰਾਂ ਮਰੀਜ਼ਾਂ ਦੀ ਮੁਫ਼ਤ ਜਾਂਚ ਕੀਤੀ ਜਾ ਰਹੀ ਹੈ ਅਤੇ ਲੋੜਵੰਦਾਂ ਨੂੰ ਮੁਫ਼ਤ ਦਵਾਈਆਂ ਵੀ ਦਿੱਤੀਆਂ ਜਾ ਰਹੀਆਂ ਹਨ। ਜੀਵਨ ਕੁਮਾਰ ਨੇ ਕਿਹਾ ਕਿ ਕੈਂਪ ਵਿੱਚ ਦਿਲ, ਹੱਡੀਆਂ, ਅੱਖਾਂ, ਔਰਤਾਂ ਦੇ ਰੋਗਾਂ ਅਤੇ ਬੱਚਿਆਂ ਦੀਆਂ ਬਿਮਾਰੀਆਂ ਦੇ ਮਾਹਿਰ ਡਾਕਟਰ ਸੇਵਾਵਾਂ ਦੇ ਰਹੇ ਹਨ। ਕਿਹਾ ਕਿ ਇਹ ਕੈਂਪ ਸਮਾਜ ਦੇ ਹਰ ਵਰਗ ਲਈ	[758, 407, 1128, 506]
page1-section-title: ਪੁਲਿਸ ਵਲੋਂ ਲੁਧਿਆਣਾ ...	[497, 1895, 645, 1914]
page1-section-title: ਗੁਰਦੁਆਰਾ ਭੌਰਾ ਸਾਹਿਬ ...	[492, 399, 651, 418]
left-story-2-body: ਲੋਹਟਬੱਦੀ, 20 ਨਵੰਬਰ (ਮਨਜੀਤ ਸਿੰਘ ਚੀਮਾ) ਹਿੰਦ ਦੀ ਚਾਦਰ ਸ੍ਰੀ ਗੁਰੂ ਤੇਗ ਬਹਾਦਰ ਜੀ ਦੇ 350 ਸਾਲਾ ਸ਼ਹੀਦੀ ਦਿਹਾੜੇ ਨੂੰ ਸਮਰਪਿਤ ਗੁਰਦੁਆਰਾ ਬਾਬਾ ਬੁੱਢਾ ਸਰ ਸਾਹਿਬ ਤੋਂ ਆਰੰਭ ਹੋਇਆ ਵਿਸ਼ਾਲ ਨਗਰ ਕੀਰਤਨ ਵੱਖ ਵੱਖ ਪੜਾਵਾਂ ਤੋਂ ਹੁੰਦਾ ਹੋਇਆ ਤਖ਼ਤ ਸ੍ਰੀ ਕੇਸਗੜ੍ਹ ਸਾਹਿਬ ਪੁੱਜਾ। ਇਸ ਮੌਕੇ ਸੰਗਤਾਂ ਵੱਲੋਂ ਥਾਂ ਥਾਂ ਨਗਰ ਕੀਰਤਨ ਦਾ ਨਿੱਘਾ ਸਵਾਗਤ ਕੀਤਾ ਗਿਆ ਅਤੇ ਗੁਰੂ ਕੇ ਲੰਗਰ ਅਤੁੱਟ ਵਰਤਾਏ ਗਏ। ਤਖ਼ਤ ਸਾਹਿਬ ਪੁੱਜਣ 'ਤੇ ਸੰਤ ਬਾਬਾ ਜਸਵੰਤ ਸਿੰਘ ਲੋਹਟਬੱਦੀ ਵਾਲਿਆਂ ਦਾ ਸਿਰੋਪਾਓ ਦੇ ਕੇ ਸਨਮਾਨ ਕੀਤਾ ਗਿਆ।	[6, 1024, 380, 1108]
left-story-3-body-cont: ਲੁਧਿਆਣਾ 20 ਨਵੰਬਰ (ਹਰਜੀਤ ਸਿੰਘ) ਗੁਰੂ ਨਾਨਕ ਦਰਬਾਰ ਝਾਂਡੇ ਵਿਖੇ ਅਮਾਵਸ ਦੇ ਸ਼ੁਭ ਦਿਹਾੜੇ ਤੇ ਧਾਰਮਿਕ ਦੀਵਾਨ ਸਜਾਏ ਗਏ ਜਿਸ ਵਿੱਚ ਭਾਰੀ ਗਿਣਤੀ ਵਿੱਚ ਸੰਗਤਾਂ ਨੇ ਹਾਜ਼ਰੀ ਭਰੀ। ਇਸ ਮੌਕੇ ਰਾਗੀ ਜਥਿਆਂ ਵੱਲੋਂ ਰਸਭਿੰਨਾ ਕੀਰਤਨ ਕੀਤਾ ਗਿਆ ਅਤੇ ਕਥਾਵਾਚਕਾਂ ਨੇ ਗੁਰ ਇਤਿਹਾਸ ਨਾਲ ਸੰਗਤਾਂ ਨੂੰ ਜੋੜਿਆ। ਪ੍ਰਬੰਧਕਾਂ ਵੱਲੋਂ ਆਈਆਂ ਹੋਈਆਂ ਸ਼ਖ਼ਸੀਅਤਾਂ ਦਾ ਸਨਮਾਨ ਕੀਤਾ ਗਿਆ ਅਤੇ ਗੁਰੂ ਕਾ ਲੰਗਰ ਅਤੁੱਟ ਵਰਤਾਇਆ ਗਿਆ।	[140, 1546, 380, 1644]
law-college-photo	[6, 1947, 380, 2140]
column-divider	[754, 520, 755, 2384]
diwan-photo	[140, 1381, 380, 1539]
middle-section-body: ਵਿਦਿਆਰਥੀ ਜਥੇਬੰਦੀਆਂ ਨੇ ਕਿਹਾ ਕਿ ਯੂਨੀਵਰਸਿਟੀ ਦੀ ਸੈਨੇਟ ਅਤੇ ਸਿੰਡੀਕੇਟ ਦੀਆਂ ਚੋਣਾਂ ਤੁਰੰਤ ਕਰਵਾਈਆਂ ਜਾਣ ਅਤੇ ਪੰਜਾਬ ਦੇ ਹੱਕਾਂ ਨਾਲ ਕੋਈ ਛੇੜਛਾੜ ਬਰਦਾਸ਼ਤ ਨਹੀਂ ਕੀਤੀ ਜਾਵੇਗੀ।	[758, 2195, 1128, 2222]
middle-section-body: ਸ਼ਕਤੀਕਰਨ ਬਾਰੇ ਗੱਲ ਕਰਦਿਆਂ ਕਿਹਾ ਕਿ ਨਵੇਂ ਅਹੁਦੇਦਾਰ ਪਾਰਟੀ ਦੀ ਮਜ਼ਬੂਤੀ ਲਈ ਦਿਨ ਰਾਤ ਕੰਮ ਕਰਨਗੇ ਅਤੇ ਲੋਕਾਂ ਦੀਆਂ ਸਮੱਸਿਆਵਾਂ ਨੂੰ ਹੱਲ ਕਰਵਾਉਣ ਲਈ ਯਤਨਸ਼ੀਲ ਰਹਿਣਗੇ।	[758, 1929, 1128, 1955]
